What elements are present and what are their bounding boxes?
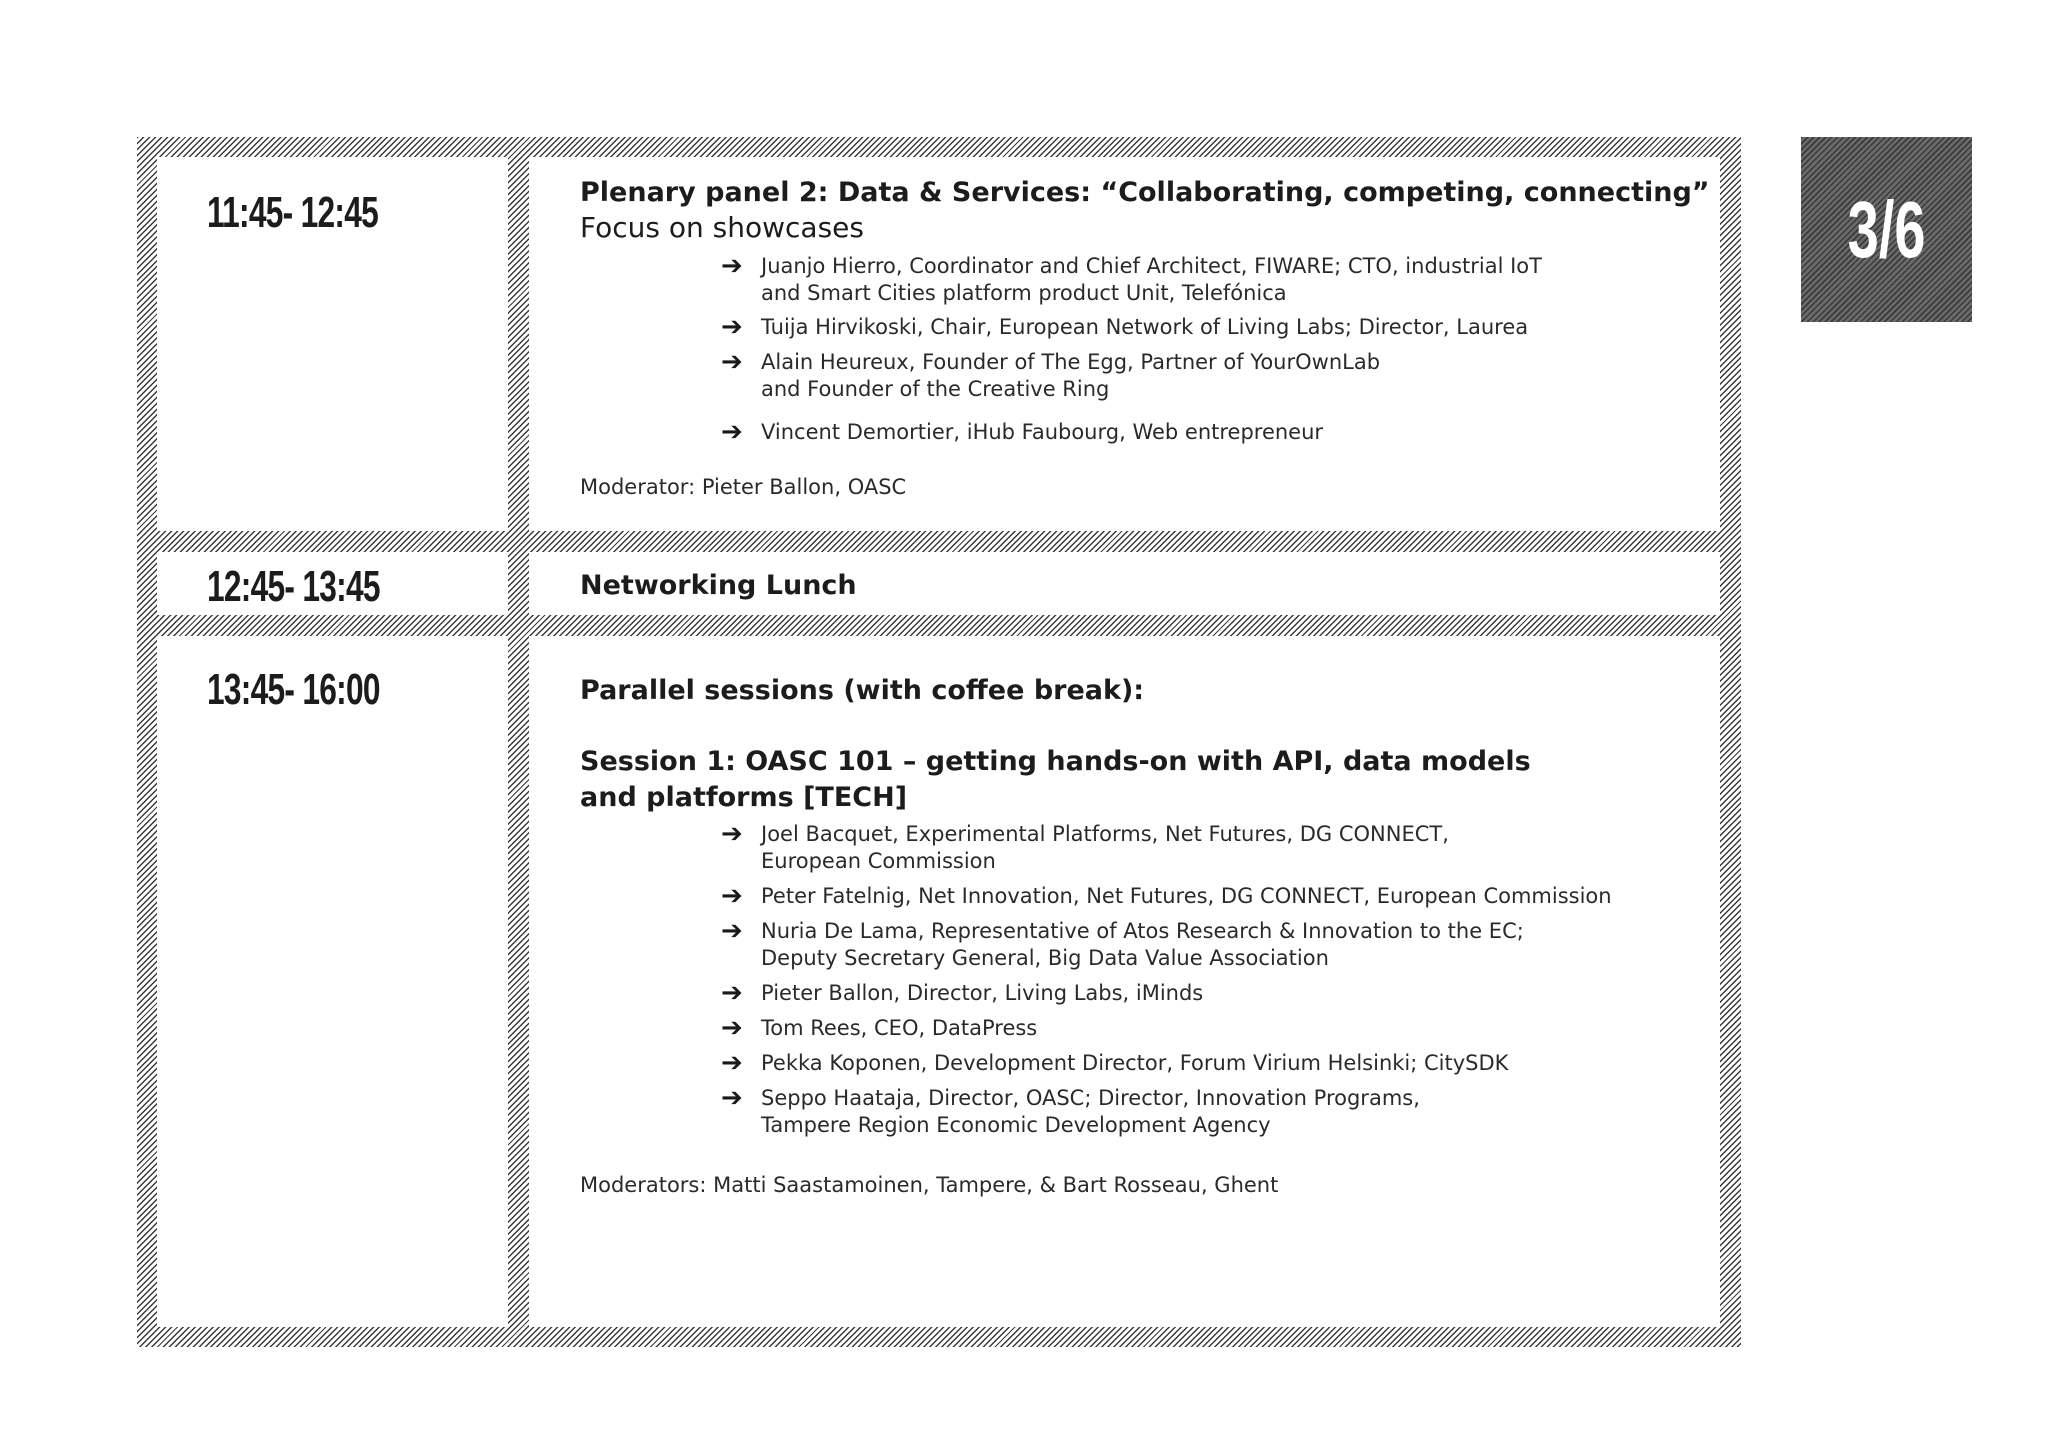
- schedule-table: [137, 137, 1741, 1347]
- arrow-right-icon: ➔: [721, 1048, 743, 1078]
- row-1-subtitle: Focus on showcases: [580, 211, 864, 244]
- speaker-line: and Founder of the Creative Ring: [761, 377, 1110, 401]
- speaker-item: [721, 819, 1449, 875]
- row-1-title: Plenary panel 2: Data & Services: “Collaborating, competing, connecting”: [580, 177, 1710, 208]
- arrow-right-icon: ➔: [721, 312, 743, 342]
- speaker-line: European Commission: [761, 849, 996, 873]
- row-2-content-cell: [529, 552, 1720, 615]
- speaker-line: Juanjo Hierro, Coordinator and Chief Architect, FIWARE; CTO, industrial IoT: [761, 254, 1542, 278]
- arrow-right-icon: ➔: [721, 819, 743, 849]
- row-1-time: 11:45- 12:45: [207, 188, 379, 237]
- speaker-item: [721, 1048, 1509, 1078]
- speaker-item: [721, 1013, 1038, 1043]
- speaker-item: [721, 881, 1612, 911]
- row-3-title: Parallel sessions (with coffee break):: [580, 675, 1145, 706]
- speaker-line: Nuria De Lama, Representative of Atos Research & Innovation to the EC;: [761, 919, 1524, 943]
- session-1-title: [580, 744, 1531, 816]
- speaker-item: [721, 1083, 1420, 1139]
- speaker-line: and Smart Cities platform product Unit, Telefónica: [761, 281, 1287, 305]
- row-3-time: 13:45- 16:00: [207, 665, 380, 714]
- speaker-line: Tampere Region Economic Development Agency: [761, 1113, 1271, 1137]
- arrow-right-icon: ➔: [721, 916, 743, 946]
- arrow-right-icon: ➔: [721, 978, 743, 1008]
- speaker-item: [721, 347, 1381, 403]
- row-3-content-cell: [529, 636, 1720, 1327]
- page-indicator-badge: [1801, 137, 1972, 322]
- row-2-time-cell: [157, 552, 508, 615]
- speaker-line: Pieter Ballon, Director, Living Labs, iMinds: [761, 981, 1204, 1005]
- row-2-title: Networking Lunch: [580, 570, 857, 601]
- speaker-line: Seppo Haataja, Director, OASC; Director, Innovation Programs,: [761, 1086, 1420, 1110]
- arrow-right-icon: ➔: [721, 1083, 743, 1113]
- row-2-time: 12:45- 13:45: [207, 562, 380, 611]
- speaker-line: Peter Fatelnig, Net Innovation, Net Futures, DG CONNECT, European Commission: [761, 884, 1612, 908]
- row-1-moderator: Moderator: Pieter Ballon, OASC: [580, 475, 907, 499]
- speaker-item: [721, 417, 1324, 447]
- row-3-time-cell: [157, 636, 508, 1327]
- arrow-right-icon: ➔: [721, 417, 743, 447]
- row-3-moderators: Moderators: Matti Saastamoinen, Tampere, & Bart Rosseau, Ghent: [580, 1173, 1279, 1197]
- speaker-item: [721, 251, 1542, 307]
- arrow-right-icon: ➔: [721, 881, 743, 911]
- speaker-item: [721, 916, 1524, 972]
- speaker-line: Vincent Demortier, iHub Faubourg, Web entrepreneur: [761, 420, 1324, 444]
- speaker-line: Joel Bacquet, Experimental Platforms, Net Futures, DG CONNECT,: [761, 822, 1449, 846]
- session-1-title-line: and platforms [TECH]: [580, 782, 908, 813]
- arrow-right-icon: ➔: [721, 1013, 743, 1043]
- speaker-line: Tuija Hirvikoski, Chair, European Network of Living Labs; Director, Laurea: [761, 315, 1529, 339]
- speaker-item: [721, 312, 1529, 342]
- row-1-time-cell: [157, 157, 508, 531]
- speaker-line: Deputy Secretary General, Big Data Value Association: [761, 946, 1329, 970]
- speaker-line: Pekka Koponen, Development Director, Forum Virium Helsinki; CitySDK: [761, 1051, 1509, 1075]
- speaker-line: Tom Rees, CEO, DataPress: [761, 1016, 1038, 1040]
- speaker-line: Alain Heureux, Founder of The Egg, Partner of YourOwnLab: [761, 350, 1381, 374]
- row-1-content-cell: [529, 157, 1720, 531]
- arrow-right-icon: ➔: [721, 251, 743, 281]
- speaker-item: [721, 978, 1204, 1008]
- page-indicator: 3/6: [1847, 184, 1926, 274]
- session-1-title-line: Session 1: OASC 101 – getting hands-on with API, data models: [580, 746, 1531, 777]
- arrow-right-icon: ➔: [721, 347, 743, 377]
